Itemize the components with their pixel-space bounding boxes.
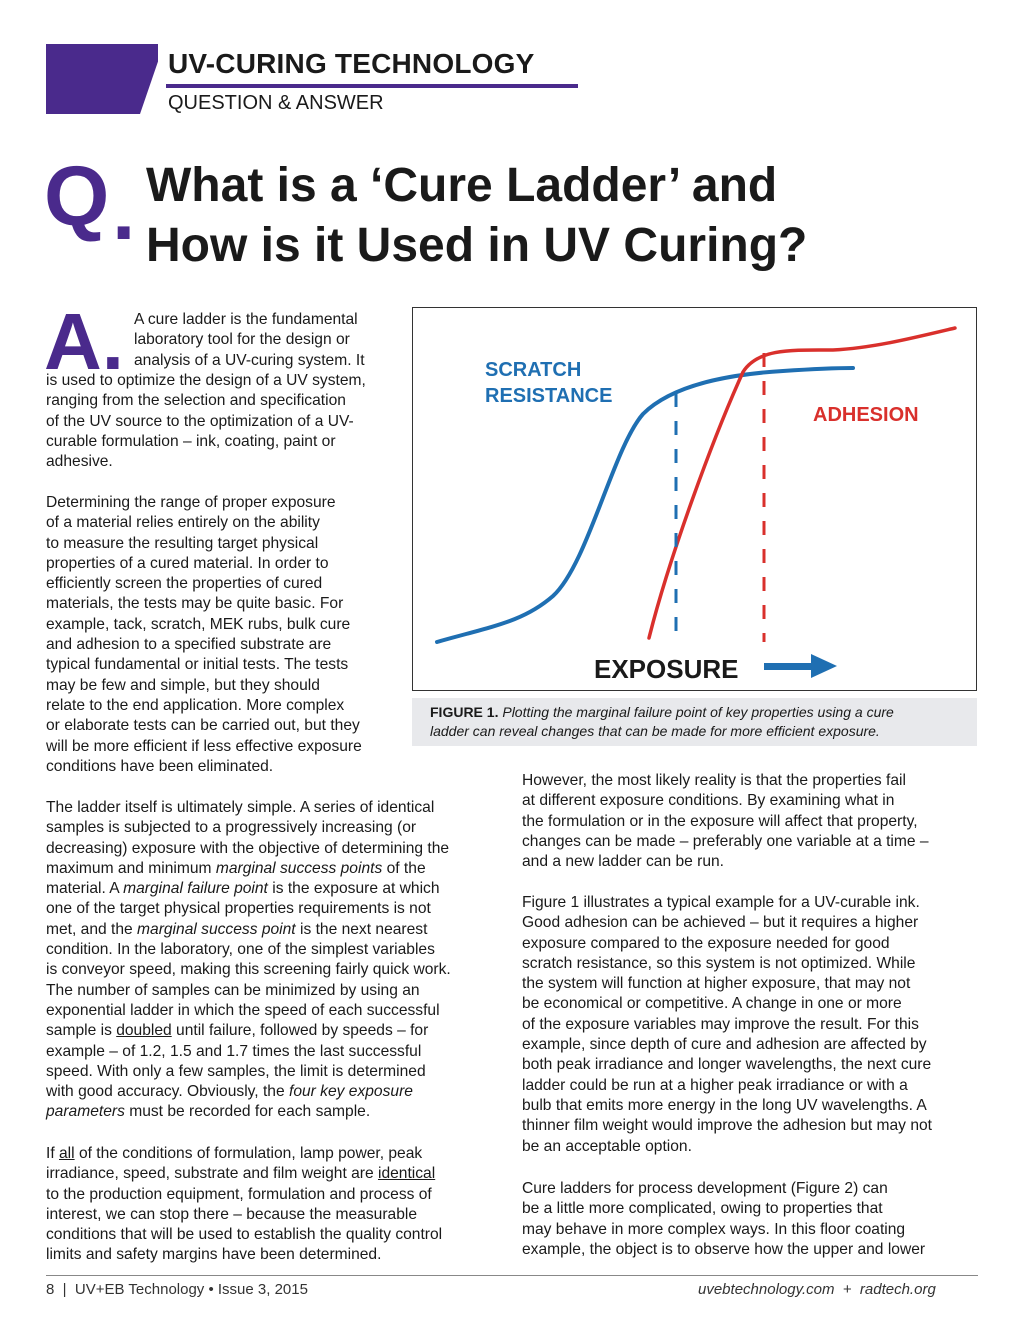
paragraph-line: thinner film weight would improve the adhesion but may not [522, 1117, 932, 1135]
caption-text-line-1: Plotting the marginal failure point of key properties using a cure [502, 704, 894, 720]
answer-intro-continued [46, 371, 366, 472]
underlined-term: identical [377, 1165, 436, 1183]
italic-term: marginal failure point [123, 880, 268, 898]
paragraph-line: to the production equipment, formulation and process of [46, 1185, 432, 1203]
adhesion-curve [649, 328, 955, 638]
intro-line: analysis of a UV-curing system. It [134, 351, 365, 369]
paragraph-line: limits and safety margins have been determined. [46, 1246, 382, 1264]
paragraph-exposure-range [46, 493, 362, 777]
paragraph-line: interest, we can stop there – because the measurable [46, 1205, 418, 1223]
intro-line: of the UV source to the optimization of a UV- [46, 412, 354, 430]
scratch-label-line-2: RESISTANCE [485, 385, 613, 407]
paragraph-line: exposure compared to the exposure needed for good [522, 934, 890, 952]
paragraph-line: properties of a cured material. In order to [46, 554, 329, 572]
paragraph-figure-1-example [522, 893, 932, 1157]
paragraph-properties-fail [522, 771, 929, 872]
text-run: is the exposure at which [267, 880, 440, 898]
italic-term: marginal success points [215, 859, 383, 877]
paragraph-line [46, 1082, 451, 1102]
text-run: material. A [46, 880, 124, 898]
answer-letter-a: A [44, 297, 102, 386]
paragraph-line: samples is subjected to a progressively increasing (or [46, 819, 417, 837]
paragraph-line [46, 1164, 442, 1184]
section-subtitle: QUESTION & ANSWER [168, 92, 384, 114]
paragraph-line: efficiently screen the properties of cured [46, 575, 323, 593]
paragraph-line: and a new ladder can be run. [522, 853, 724, 871]
scratch-resistance-curve [437, 368, 853, 642]
paragraph-line [46, 859, 451, 879]
paragraph-line: may behave in more complex ways. In this floor coating [522, 1220, 906, 1238]
article-headline [146, 156, 807, 276]
paragraph-line: example, tack, scratch, MEK rubs, bulk cure [46, 615, 351, 633]
paragraph-line: Determining the range of proper exposure [46, 494, 336, 511]
paragraph-line: changes can be made – preferably one variable at a time – [522, 832, 929, 850]
footer-rule [46, 1275, 978, 1276]
exposure-axis-label: EXPOSURE [594, 654, 739, 684]
paragraph-line: be a little more complicated, owing to properties that [522, 1200, 883, 1218]
paragraph-line: of the exposure variables may improve the result. For this [522, 1015, 919, 1033]
paragraph-line: The ladder itself is ultimately simple. A series of identical [46, 799, 435, 816]
section-rule [166, 84, 578, 88]
paragraph-line: ladder could be run at a higher peak irradiance or with a [522, 1076, 908, 1094]
paragraph-line: may be few and simple, but they should [46, 676, 320, 694]
caption-label: FIGURE 1. [430, 704, 499, 720]
caption-text-line-2: ladder can reveal changes that can be made for more efficient exposure. [430, 723, 880, 739]
italic-term: marginal success point [137, 920, 296, 938]
intro-line: is used to optimize the design of a UV system, [46, 372, 366, 389]
text-run: must be recorded for each sample. [124, 1103, 371, 1121]
text-run: until failure, followed by speeds – for [171, 1022, 429, 1040]
intro-line: adhesive. [46, 453, 113, 471]
figure-1 [412, 307, 977, 691]
paragraph-line: will be more efficient if less effective exposure [46, 737, 362, 755]
paragraph-line [46, 879, 451, 899]
headline-line-2: How is it Used in UV Curing? [146, 219, 808, 272]
paragraph-line: typical fundamental or initial tests. The tests [46, 656, 349, 674]
italic-term: parameters [46, 1103, 125, 1121]
paragraph-line: condition. In the laboratory, one of the simplest variables [46, 941, 435, 959]
intro-line: curable formulation – ink, coating, paint or [46, 432, 336, 450]
question-letter: Q [44, 149, 110, 243]
paragraph-line: conditions that will be used to establish the quality control [46, 1226, 443, 1244]
paragraph-line: or elaborate tests can be carried out, but they [46, 717, 360, 735]
text-run: sample is [46, 1022, 117, 1040]
exposure-arrow-icon [764, 654, 837, 678]
paragraph-line: example, since depth of cure and adhesion are affected by [522, 1036, 927, 1054]
paragraph-line: conditions have been eliminated. [46, 757, 274, 775]
paragraph-line [46, 1144, 442, 1164]
question-dot: . [112, 163, 136, 257]
text-run: is the next nearest [295, 920, 428, 938]
paragraph-line: is conveyor speed, making this screening fairly quick work. [46, 961, 451, 979]
headline-line-1: What is a ‘Cure Ladder’ and [146, 159, 778, 212]
paragraph-line: exponential ladder in which the speed of each successful [46, 1001, 440, 1019]
answer-letter [44, 297, 125, 386]
answer-intro [134, 310, 365, 371]
paragraph-process-development [522, 1179, 925, 1260]
text-run: met, and the [46, 920, 138, 938]
intro-line: laboratory tool for the design or [134, 331, 350, 349]
paragraph-line: to measure the resulting target physical [46, 534, 319, 552]
paragraph-line: Good adhesion can be achieved – but it requires a higher [522, 914, 919, 932]
italic-term: four key exposure [288, 1083, 413, 1101]
underlined-term: doubled [116, 1022, 172, 1040]
paragraph-line: and adhesion to a specified substrate are [46, 636, 332, 654]
paragraph-line: materials, the tests may be quite basic. For [46, 595, 344, 613]
figure-1-caption [412, 698, 977, 746]
scratch-label-line-1: SCRATCH [485, 359, 582, 381]
paragraph-line: the system will function at higher exposure, that may not [522, 975, 911, 993]
section-title: UV-CURING TECHNOLOGY [168, 48, 535, 79]
underlined-term: all [59, 1145, 75, 1162]
paragraph-line: Cure ladders for process development (Figure 2) can [522, 1180, 888, 1197]
text-run: of the conditions of formulation, lamp power, peak [74, 1145, 423, 1162]
paragraph-ladder-method [46, 798, 451, 1123]
adhesion-label: ADHESION [813, 404, 919, 426]
answer-letter-dot: . [101, 297, 125, 386]
paragraph-line: the formulation or in the exposure will affect that property, [522, 812, 918, 830]
cure-ladder-diagram [413, 308, 978, 692]
footer-issue: 8 | UV+EB Technology • Issue 3, 2015 [46, 1281, 308, 1298]
paragraph-line: relate to the end application. More complex [46, 696, 345, 714]
text-run: of the [382, 859, 426, 877]
intro-line: ranging from the selection and specification [46, 392, 346, 410]
paragraph-identical-conditions [46, 1144, 442, 1266]
paragraph-line: be an acceptable option. [522, 1137, 692, 1155]
paragraph-line: scratch resistance, so this system is not optimized. While [522, 954, 916, 972]
text-run: If [46, 1145, 59, 1162]
paragraph-line: Figure 1 illustrates a typical example for a UV-curable ink. [522, 894, 920, 911]
paragraph-line: one of the target physical properties requirements is not [46, 900, 431, 918]
paragraph-line: decreasing) exposure with the objective of determining the [46, 839, 450, 857]
paragraph-line: The number of samples can be minimized by using an [46, 981, 420, 999]
text-run: maximum and minimum [46, 859, 216, 877]
paragraph-line: speed. With only a few samples, the limit is determined [46, 1062, 426, 1080]
paragraph-line: be economical or competitive. A change in one or more [522, 995, 902, 1013]
text-run: with good accuracy. Obviously, the [46, 1083, 289, 1101]
section-accent-block [46, 44, 158, 114]
text-run: irradiance, speed, substrate and film weight are [46, 1165, 378, 1183]
paragraph-line: both peak irradiance and longer wavelengths, the next cure [522, 1056, 932, 1074]
paragraph-line: bulb that emits more energy in the long UV wavelengths. A [522, 1096, 927, 1114]
intro-line: A cure ladder is the fundamental [134, 311, 358, 328]
paragraph-line: example – of 1.2, 1.5 and 1.7 times the last successful [46, 1042, 422, 1060]
paragraph-line: at different exposure conditions. By examining what in [522, 792, 895, 810]
paragraph-line [46, 920, 451, 940]
paragraph-line [46, 1021, 451, 1041]
paragraph-line: example, the object is to observe how the upper and lower [522, 1240, 926, 1258]
paragraph-line: of a material relies entirely on the ability [46, 514, 320, 532]
paragraph-line [46, 1102, 451, 1122]
footer-links: uvebtechnology.com + radtech.org [698, 1281, 936, 1298]
paragraph-line: However, the most likely reality is that the properties fail [522, 772, 906, 789]
